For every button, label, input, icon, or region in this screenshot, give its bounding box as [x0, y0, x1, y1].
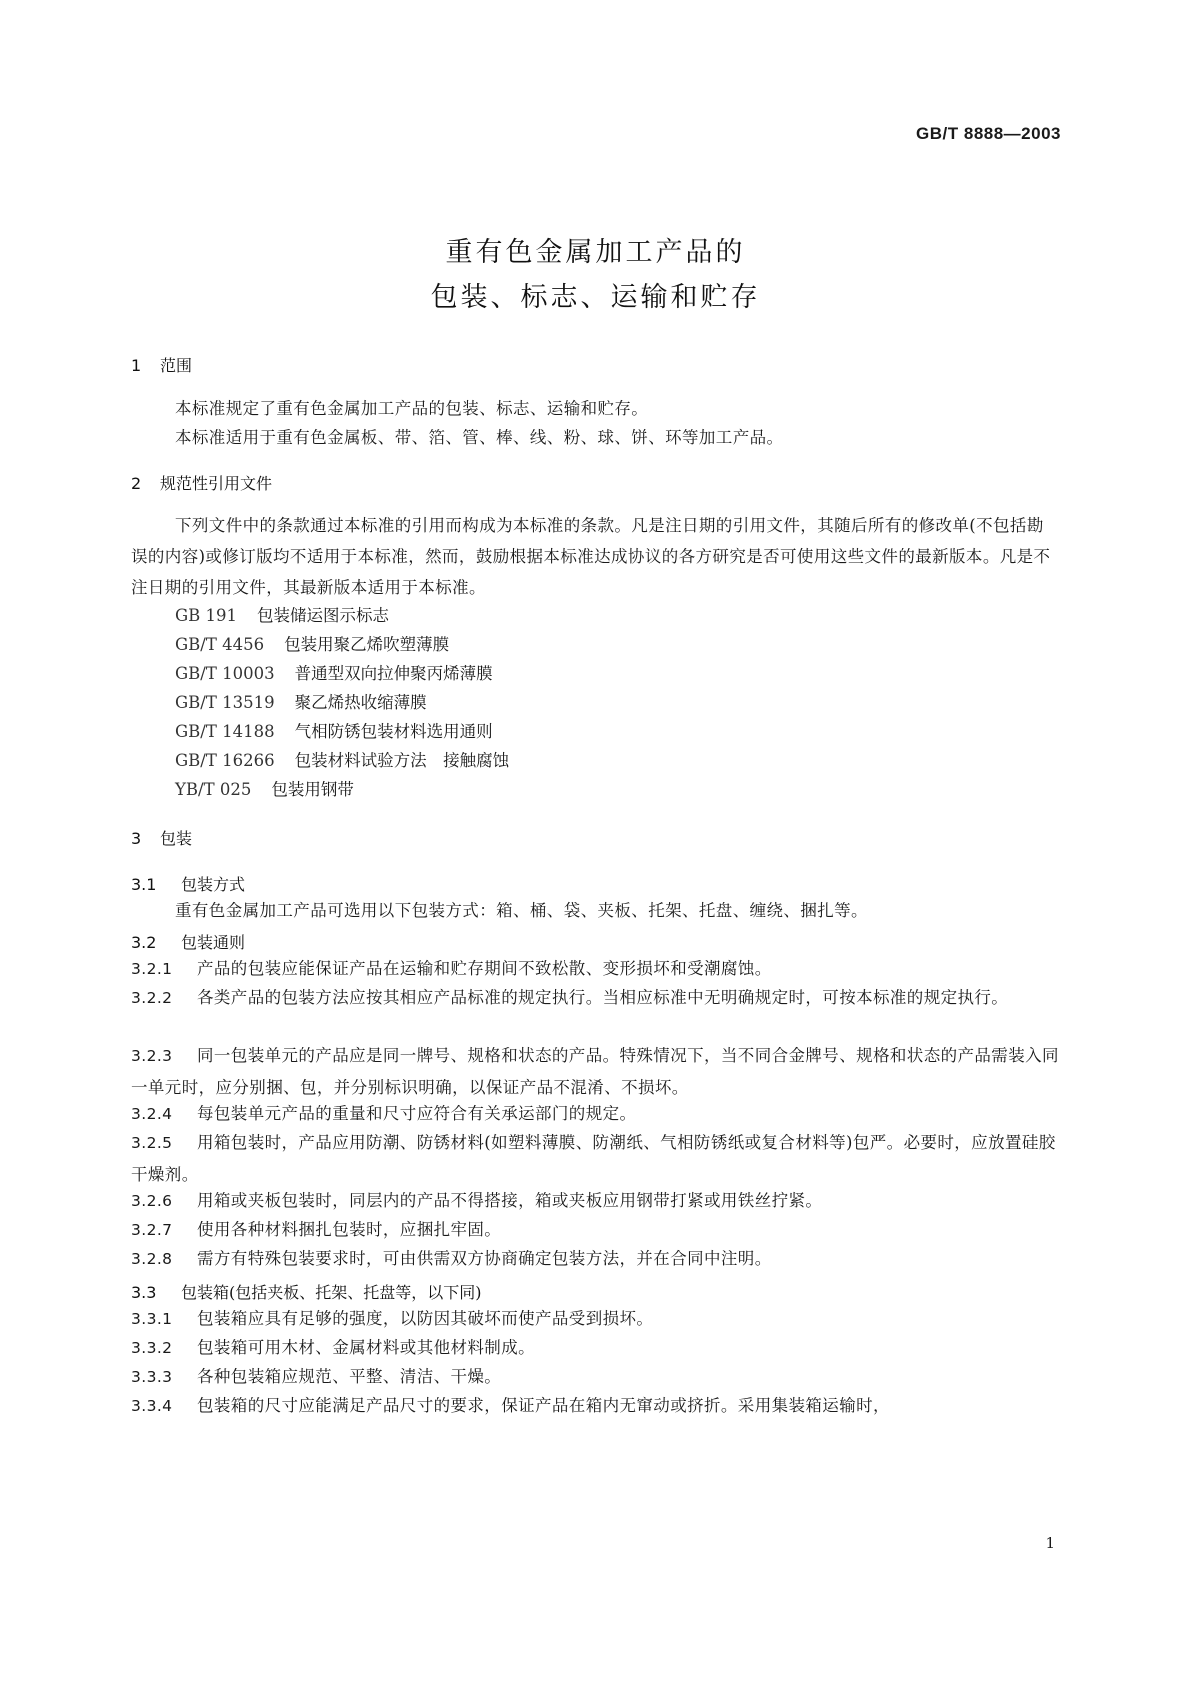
section-title: 范围	[160, 356, 193, 375]
subsection-3-1-heading	[131, 872, 245, 895]
reference-item: YB/T 025 包装用钢带	[175, 780, 354, 799]
subsection-title-note: (包括夹板、托架、托盘等，以下同)	[229, 1283, 482, 1302]
section-1-paragraph-2: 本标准适用于重有色金属板、带、箔、管、棒、线、粉、球、饼、环等加工产品。	[175, 428, 784, 447]
document-title-line2: 包装、标志、运输和贮存	[430, 282, 761, 313]
standard-code: GB/T 8888—2003	[916, 124, 1061, 143]
section-3-heading	[131, 826, 192, 849]
section-title: 规范性引用文件	[160, 474, 273, 493]
reference-item: GB/T 14188 气相防锈包装材料选用通则	[175, 722, 493, 741]
subsection-3-1-paragraph: 重有色金属加工产品可选用以下包装方式：箱、桶、袋、夹板、托架、托盘、缠绕、捆扎等。	[175, 901, 868, 920]
reference-item: GB/T 16266 包装材料试验方法 接触腐蚀	[175, 751, 510, 770]
subsection-number: 3.1	[131, 875, 157, 894]
clause-3-2-8: 3.2.8 需方有特殊包装要求时，可由供需双方协商确定包装方法，并在合同中注明。	[131, 1249, 772, 1268]
clause-3-2-6: 3.2.6 用箱或夹板包装时，同层内的产品不得搭接，箱或夹板应用钢带打紧或用铁丝拧紧。	[131, 1191, 823, 1210]
reference-item: GB/T 4456 包装用聚乙烯吹塑薄膜	[175, 635, 450, 654]
clause-3-2-2: 3.2.2 各类产品的包装方法应按其相应产品标准的规定执行。当相应标准中无明确规定时，可按本标准的规定执行。	[131, 988, 1009, 1007]
clause-3-2-1: 3.2.1 产品的包装应能保证产品在运输和贮存期间不致松散、变形损坏和受潮腐蚀。	[131, 959, 772, 978]
clause-3-3-4: 3.3.4 包装箱的尺寸应能满足产品尺寸的要求，保证产品在箱内无窜动或挤折。采用集装箱运输时，	[131, 1396, 890, 1415]
section-title: 包装	[160, 829, 193, 848]
subsection-title: 包装通则	[181, 933, 246, 952]
subsection-title: 包装箱	[181, 1283, 230, 1302]
clause-3-2-4: 3.2.4 每包装单元产品的重量和尺寸应符合有关承运部门的规定。	[131, 1104, 637, 1123]
section-number: 3	[131, 829, 142, 848]
clause-3-2-7: 3.2.7 使用各种材料捆扎包装时，应捆扎牢固。	[131, 1220, 502, 1239]
subsection-3-2-heading	[131, 930, 245, 953]
page-number: 1	[1045, 1534, 1055, 1552]
section-2-heading	[131, 471, 272, 494]
section-1-paragraph-1: 本标准规定了重有色金属加工产品的包装、标志、运输和贮存。	[175, 399, 649, 418]
reference-item: GB 191 包装储运图示标志	[175, 606, 390, 625]
subsection-number: 3.3	[131, 1283, 157, 1302]
reference-item: GB/T 13519 聚乙烯热收缩薄膜	[175, 693, 427, 712]
clause-3-3-1: 3.3.1 包装箱应具有足够的强度，以防因其破坏而使产品受到损坏。	[131, 1309, 654, 1328]
subsection-3-3-heading	[131, 1280, 482, 1303]
section-1-heading	[131, 353, 192, 376]
clause-3-3-3: 3.3.3 各种包装箱应规范、平整、清洁、干燥。	[131, 1367, 502, 1386]
clause-3-3-2: 3.3.2 包装箱可用木材、金属材料或其他材料制成。	[131, 1338, 535, 1357]
clause-3-2-5: 3.2.5 用箱包装时，产品应用防潮、防锈材料(如塑料薄膜、防潮纸、气相防锈纸或复合材料等)包严。必要时，应放置硅胶干燥剂。	[131, 1133, 1056, 1184]
section-2-paragraph: 下列文件中的条款通过本标准的引用而构成为本标准的条款。凡是注日期的引用文件，其随后所有的修改单(不包括勘误的内容)或修订版均不适用于本标准，然而，鼓励根据本标准达成协议的各方研究是否可使用这些文件的最新版本。凡是不注日期的引用文件，其最新版本适用于本标准。	[131, 516, 1051, 597]
subsection-number: 3.2	[131, 933, 157, 952]
reference-item: GB/T 10003 普通型双向拉伸聚丙烯薄膜	[175, 664, 493, 683]
section-number: 1	[131, 356, 142, 375]
subsection-title: 包装方式	[181, 875, 246, 894]
section-number: 2	[131, 474, 142, 493]
document-title-line1: 重有色金属加工产品的	[445, 237, 746, 268]
clause-3-2-3: 3.2.3 同一包装单元的产品应是同一牌号、规格和状态的产品。特殊情况下，当不同合金牌号、规格和状态的产品需装入同一单元时，应分别捆、包，并分别标识明确，以保证产品不混淆、不损坏。	[131, 1046, 1059, 1097]
